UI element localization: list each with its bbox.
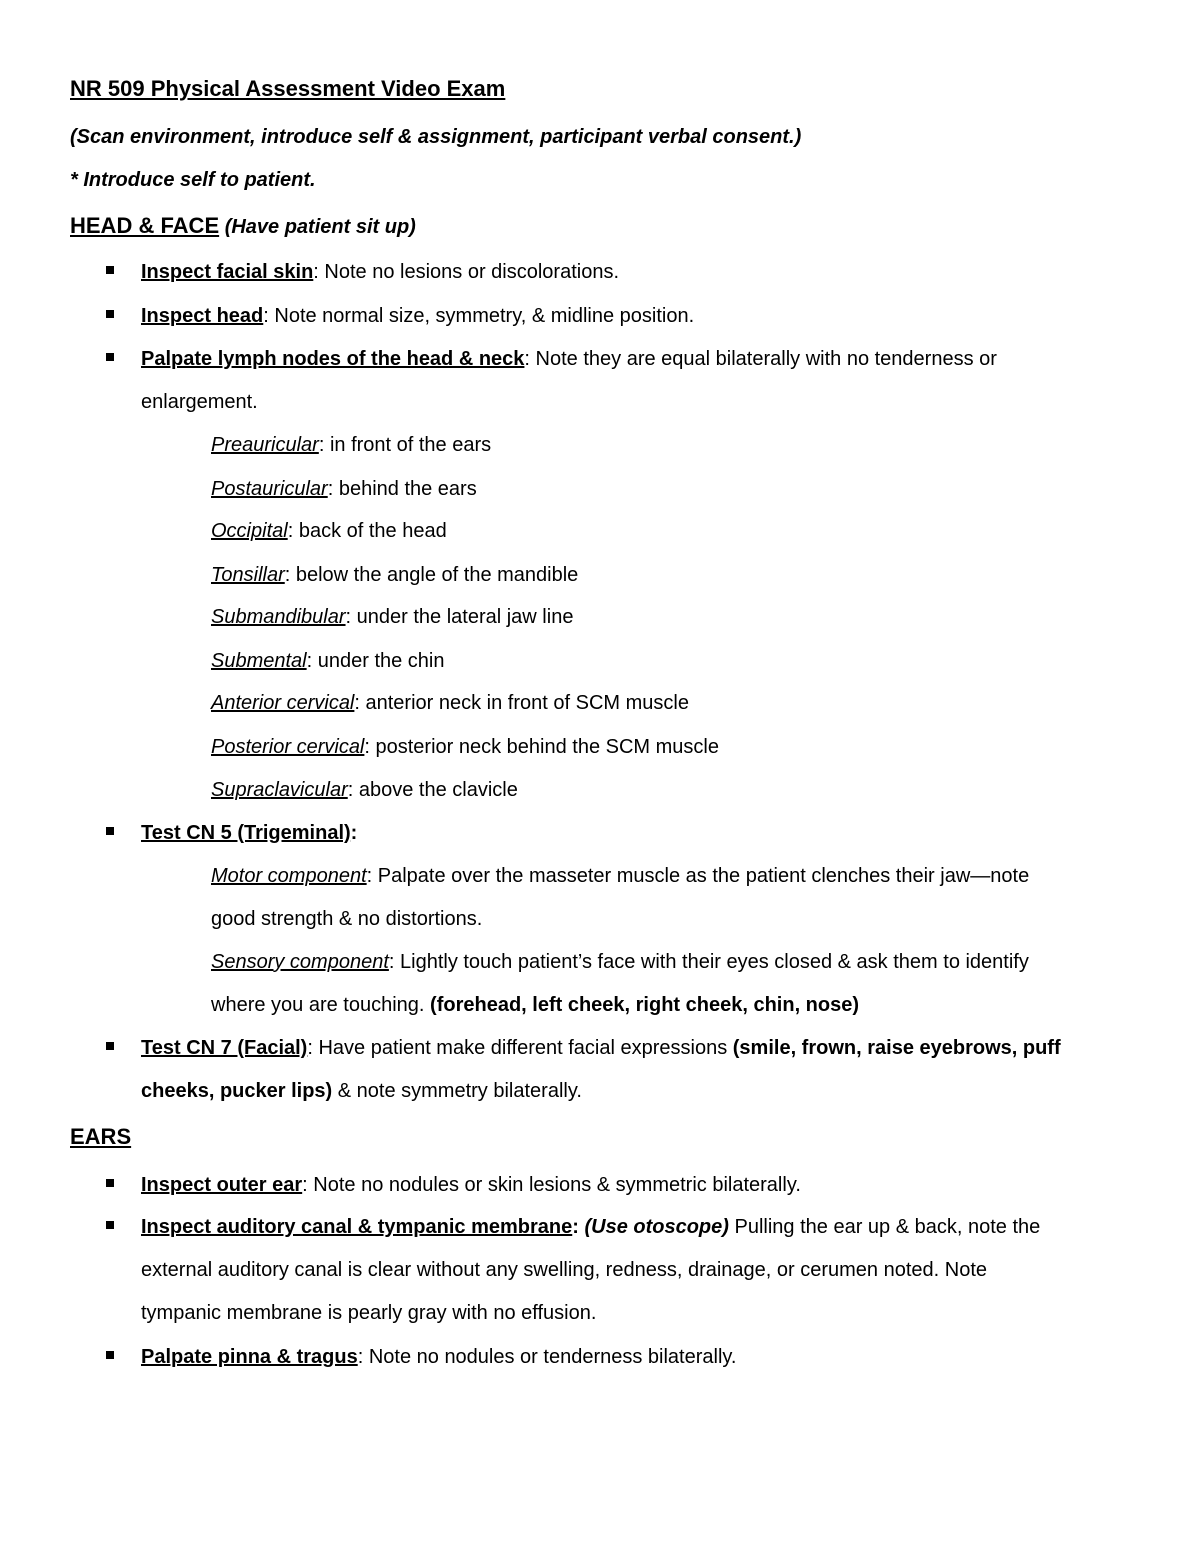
cn5-sensory-label: Sensory component	[211, 951, 389, 973]
lymph-node-name: Occipital	[211, 520, 288, 542]
cn7-text: : Have patient make different facial expressions	[307, 1037, 733, 1059]
canal-text: Pulling the ear up & back, note the	[728, 1216, 1041, 1238]
lymph-node-item	[211, 433, 491, 457]
facial-skin-item	[141, 260, 619, 284]
lymph-node-item	[211, 691, 689, 715]
cn5-label: Test CN 5 (Trigeminal)	[141, 822, 351, 844]
lymph-node-desc: : above the clavicle	[347, 779, 518, 801]
lymph-node-name: Tonsillar	[211, 564, 285, 586]
lymph-node-item	[211, 605, 573, 629]
cn7-bold2: cheeks, pucker lips)	[141, 1080, 333, 1102]
lymph-item	[141, 347, 997, 371]
canal-colon: :	[572, 1216, 585, 1238]
lymph-node-item	[211, 519, 447, 543]
cn5-motor-text: : Palpate over the masseter muscle as the patient clenches their jaw—note	[366, 865, 1030, 887]
cn5-sensory-text2: where you are touching.	[211, 994, 431, 1016]
lymph-node-item	[211, 735, 719, 759]
head-face-heading-note: (Have patient sit up)	[224, 216, 416, 238]
ears-heading: EARS	[70, 1124, 132, 1149]
head-face-heading-line	[70, 214, 416, 239]
canal-label: Inspect auditory canal & tympanic membrane	[141, 1216, 573, 1238]
outer-ear-item	[141, 1173, 801, 1197]
lymph-node-name: Postauricular	[211, 478, 328, 500]
cn5-sensory	[211, 950, 1029, 974]
square-bullet-icon	[106, 827, 114, 835]
lymph-node-name: Submental	[211, 650, 307, 672]
cn7-item	[141, 1036, 1061, 1060]
square-bullet-icon	[106, 1179, 114, 1187]
canal-text-cont2: tympanic membrane is pearly gray with no effusion.	[141, 1302, 597, 1324]
cn5-motor-label: Motor component	[211, 865, 367, 887]
canal-item	[141, 1215, 1040, 1239]
lymph-node-item	[211, 649, 445, 673]
lymph-text: : Note they are equal bilaterally with no tenderness or	[524, 348, 997, 370]
cn5-motor-cont: good strength & no distortions.	[211, 908, 483, 930]
lymph-node-item	[211, 477, 477, 501]
intro-note: (Scan environment, introduce self & assignment, participant verbal consent.)	[70, 126, 802, 148]
lymph-node-name: Supraclavicular	[211, 779, 348, 801]
square-bullet-icon	[106, 1221, 114, 1229]
square-bullet-icon	[106, 1351, 114, 1359]
cn7-bold1: (smile, frown, raise eyebrows, puff	[732, 1037, 1061, 1059]
lymph-node-item	[211, 563, 578, 587]
facial-skin-label: Inspect facial skin	[141, 261, 314, 283]
lymph-node-desc: : under the lateral jaw line	[345, 606, 574, 628]
canal-text-cont: external auditory canal is clear without any swelling, redness, drainage, or cerumen noted. Note	[141, 1259, 988, 1281]
lymph-node-name: Posterior cervical	[211, 736, 365, 758]
lymph-node-desc: : posterior neck behind the SCM muscle	[364, 736, 719, 758]
square-bullet-icon	[106, 310, 114, 318]
head-text: : Note normal size, symmetry, & midline position.	[263, 305, 695, 327]
outer-ear-text: : Note no nodules or skin lesions & symmetric bilaterally.	[302, 1174, 801, 1196]
page-title: NR 509 Physical Assessment Video Exam	[70, 76, 506, 101]
head-label: Inspect head	[141, 305, 264, 327]
pinna-label: Palpate pinna & tragus	[141, 1346, 358, 1368]
lymph-node-name: Anterior cervical	[211, 692, 355, 714]
lymph-node-name: Preauricular	[211, 434, 319, 456]
square-bullet-icon	[106, 1042, 114, 1050]
cn5-colon: :	[350, 822, 358, 844]
cn5-item	[141, 821, 357, 845]
lymph-text-cont: enlargement.	[141, 391, 258, 413]
head-item	[141, 304, 694, 328]
square-bullet-icon	[106, 353, 114, 361]
cn5-sensory-text: : Lightly touch patient’s face with their eyes closed & ask them to identify	[388, 951, 1029, 973]
cn7-cont	[141, 1079, 582, 1103]
cn5-sensory-cont	[211, 993, 859, 1017]
intro-step: * Introduce self to patient.	[70, 169, 316, 191]
lymph-node-desc: : behind the ears	[327, 478, 477, 500]
canal-note: (Use otoscope)	[584, 1216, 729, 1238]
pinna-text: : Note no nodules or tenderness bilaterally.	[357, 1346, 737, 1368]
head-face-heading: HEAD & FACE	[70, 213, 220, 238]
lymph-label: Palpate lymph nodes of the head & neck	[141, 348, 525, 370]
lymph-node-desc: : anterior neck in front of SCM muscle	[354, 692, 689, 714]
lymph-node-desc: : in front of the ears	[318, 434, 492, 456]
cn7-label: Test CN 7 (Facial)	[141, 1037, 308, 1059]
lymph-node-name: Submandibular	[211, 606, 346, 628]
cn5-motor	[211, 864, 1029, 888]
lymph-node-desc: : back of the head	[287, 520, 447, 542]
facial-skin-text: : Note no lesions or discolorations.	[313, 261, 620, 283]
square-bullet-icon	[106, 266, 114, 274]
lymph-node-item	[211, 778, 518, 802]
cn7-text2: & note symmetry bilaterally.	[332, 1080, 582, 1102]
lymph-node-desc: : under the chin	[306, 650, 445, 672]
outer-ear-label: Inspect outer ear	[141, 1174, 303, 1196]
pinna-item	[141, 1345, 736, 1369]
cn5-sensory-bold: (forehead, left cheek, right cheek, chin, nose)	[430, 994, 860, 1016]
lymph-node-desc: : below the angle of the mandible	[284, 564, 579, 586]
